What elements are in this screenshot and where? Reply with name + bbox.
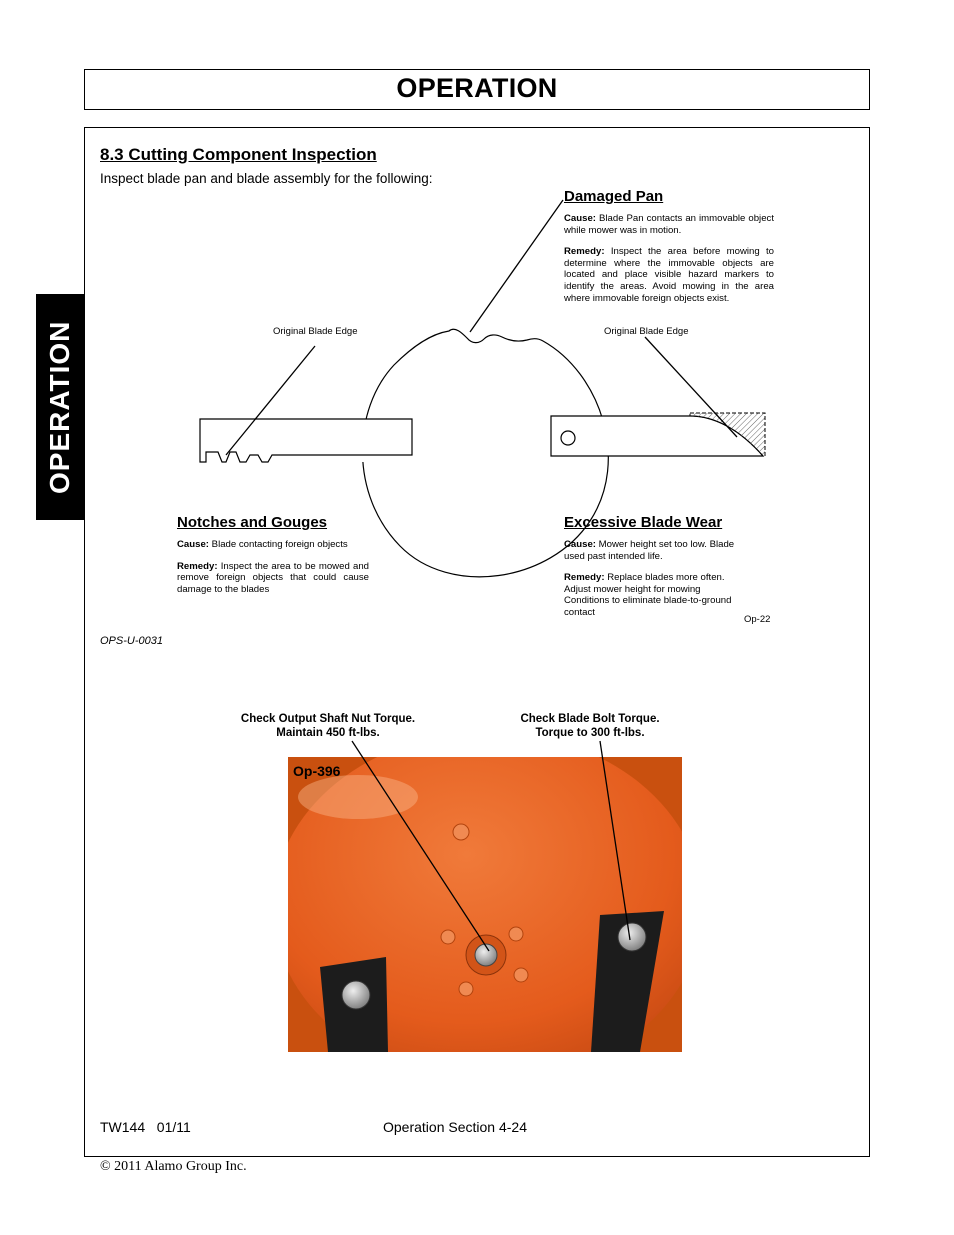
notches-remedy: Remedy: Inspect the area to be mowed and remove foreign objects that could cause damage to the blades: [177, 560, 369, 595]
copyright: © 2011 Alamo Group Inc.: [100, 1159, 247, 1174]
callout-output-shaft: Check Output Shaft Nut Torque. Maintain 450 ft-lbs.: [240, 713, 416, 739]
section-intro: Inspect blade pan and blade assembly for the following:: [100, 171, 433, 186]
damaged-pan-cause: Cause: Blade Pan contacts an immovable object while mower was in motion.: [564, 213, 774, 236]
section-heading: 8.3 Cutting Component Inspection: [100, 145, 377, 164]
notches-cause: Cause: Blade contacting foreign objects: [177, 539, 348, 550]
figure-code-op22: Op-22: [744, 614, 771, 625]
left-edge-label: Original Blade Edge: [273, 326, 358, 337]
reference-code: OPS-U-0031: [100, 635, 163, 647]
right-edge-label: Original Blade Edge: [604, 326, 689, 337]
wear-title: Excessive Blade Wear: [564, 514, 723, 531]
side-tab-label: OPERATION: [44, 320, 75, 494]
damaged-pan-title: Damaged Pan: [564, 188, 664, 205]
wear-cause: Cause: Mower height set too low. Blade used past intended life.: [564, 539, 735, 562]
callout-blade-bolt: Check Blade Bolt Torque. Torque to 300 ft-lbs.: [520, 713, 660, 739]
notches-title: Notches and Gouges: [177, 514, 328, 531]
wear-remedy: Remedy: Replace blades more often. Adjust mower height for mowing Conditions to eliminate blade-to-ground contact: [564, 572, 732, 618]
footer-model: TW144 01/11: [100, 1119, 191, 1135]
figure-code-op396: Op-396: [293, 763, 341, 779]
footer-section: Operation Section 4-24: [383, 1119, 527, 1135]
page-title: OPERATION: [396, 73, 558, 103]
damaged-pan-remedy: Remedy: Inspect the area before mowing to determine where the immovable objects are located and place visible hazard markers to identify the areas. Avoid mowing in the area where immovable foreign objects exist.: [564, 246, 774, 304]
